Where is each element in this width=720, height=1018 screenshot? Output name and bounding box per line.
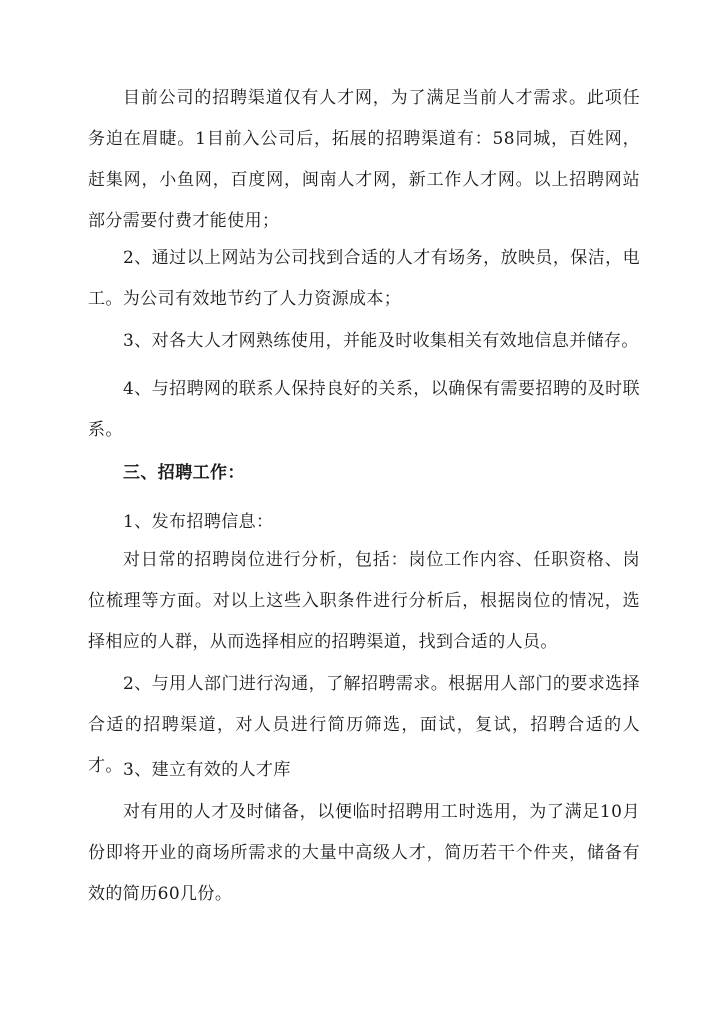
paragraph-recruitment-channels: 目前公司的招聘渠道仅有人才网，为了满足当前人才需求。此项任务迫在眉睫。1目前入公司后，拓展的招聘渠道有：58同城，百姓网，赶集网，小鱼网，百度网，闽南人才网，新工作人才网。以上招聘网站部分需要付费才能使用；	[88, 88, 640, 231]
paragraph-item-2-websites: 2、通过以上网站为公司找到合适的人才有场务，放映员，保洁，电工。为公司有效地节约了人力资源成本；	[88, 248, 640, 309]
paragraph-department-communication: 2、与用人部门进行沟通，了解招聘需求。根据用人部门的要求选择合适的招聘渠道，对人员进行简历筛选，面试，复试，招聘合适的人才。	[88, 674, 640, 776]
paragraph-position-analysis: 对日常的招聘岗位进行分析，包括：岗位工作内容、任职资格、岗位梳理等方面。对以上这些入职条件进行分析后，根据岗位的情况，选择相应的人群，从而选择相应的招聘渠道，找到合适的人员。	[88, 550, 640, 652]
paragraph-item-3-usage: 3、对各大人才网熟练使用，并能及时收集相关有效地信息并储存。	[123, 331, 639, 351]
subheading-talent-pool: 3、建立有效的人才库	[123, 760, 291, 780]
section-heading-recruitment-work: 三、招聘工作：	[123, 463, 245, 483]
subheading-publish-info: 1、发布招聘信息：	[123, 512, 274, 532]
paragraph-item-4-contacts: 4、与招聘网的联系人保持良好的关系，以确保有需要招聘的及时联系。	[88, 379, 640, 440]
paragraph-talent-reserve: 对有用的人才及时储备，以便临时招聘用工时选用，为了满足10月份即将开业的商场所需求的大量中高级人才，简历若干个件夹，储备有效的简历60几份。	[88, 802, 640, 904]
